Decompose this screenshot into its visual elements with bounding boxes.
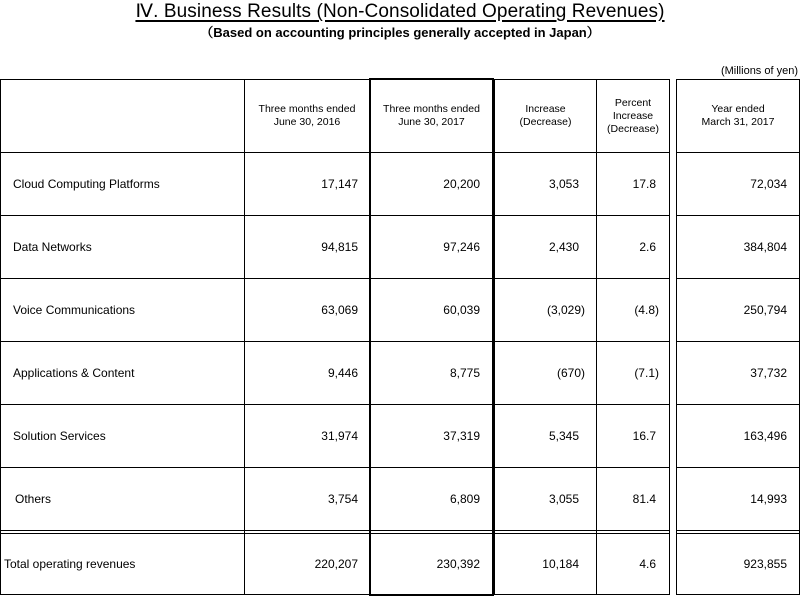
table-cell: (3,029) — [546, 303, 585, 317]
row-label-data-networks: Data Networks — [13, 240, 92, 254]
table-cell: 72,034 — [750, 177, 787, 191]
table-cell: 60,039 — [443, 303, 480, 317]
page-title — [0, 1, 800, 23]
row-label-total: Total operating revenues — [4, 557, 136, 571]
units-note: (Millions of yen) — [720, 65, 798, 77]
table-cell: 3,754 — [327, 492, 358, 506]
table-cell: (7.1) — [634, 366, 659, 380]
page-subtitle: （Based on accounting principles generally accepted in Japan） — [200, 25, 600, 40]
table-cell: 6,809 — [449, 492, 480, 506]
table-cell: 384,804 — [743, 240, 787, 254]
row-label-solution: Solution Services — [13, 429, 106, 443]
row-label-cloud: Cloud Computing Platforms — [13, 177, 160, 191]
row-label-voice: Voice Communications — [13, 303, 136, 317]
table-cell: 9,446 — [327, 366, 358, 380]
table-cell: 17,147 — [321, 177, 358, 191]
table-cell: 3,055 — [548, 492, 579, 506]
table-cell: 81.4 — [632, 492, 656, 506]
table-cell: 20,200 — [443, 177, 480, 191]
table-cell: 163,496 — [743, 429, 787, 443]
column-header-increase: Increase (Decrease) — [519, 103, 572, 128]
table-cell: 37,732 — [750, 366, 787, 380]
table-cell: 17.8 — [632, 177, 656, 191]
table-cell: 8,775 — [449, 366, 480, 380]
table-cell: (4.8) — [634, 303, 659, 317]
page-title-text: Ⅳ. Business Results (Non-Consolidated Operating Revenues) — [135, 1, 665, 22]
table-cell: 3,053 — [548, 177, 579, 191]
row-label-others: Others — [15, 492, 52, 506]
total-cell: 10,184 — [542, 557, 579, 571]
table-cell: (670) — [556, 366, 585, 380]
column-header-fy2017: Year ended March 31, 2017 — [701, 103, 775, 128]
column-header-percent: Percent Increase (Decrease) — [607, 96, 659, 135]
table-cell: 2.6 — [639, 240, 656, 254]
total-cell: 220,207 — [314, 557, 358, 571]
table-cell: 63,069 — [321, 303, 358, 317]
table-cell: 14,993 — [750, 492, 787, 506]
table-cell: 94,815 — [321, 240, 358, 254]
row-label-applications: Applications & Content — [13, 366, 135, 380]
total-cell: 230,392 — [436, 557, 480, 571]
table-cell: 37,319 — [443, 429, 480, 443]
table-cell: 16.7 — [632, 429, 656, 443]
column-header-q1-2017: Three months ended June 30, 2017 — [383, 103, 480, 128]
table-cell: 97,246 — [443, 240, 480, 254]
table-cell: 250,794 — [743, 303, 787, 317]
total-cell: 923,855 — [743, 557, 787, 571]
total-cell: 4.6 — [639, 557, 656, 571]
table-cell: 5,345 — [548, 429, 579, 443]
table-cell: 2,430 — [548, 240, 579, 254]
column-header-q1-2016: Three months ended June 30, 2016 — [258, 103, 356, 128]
table-cell: 31,974 — [321, 429, 358, 443]
